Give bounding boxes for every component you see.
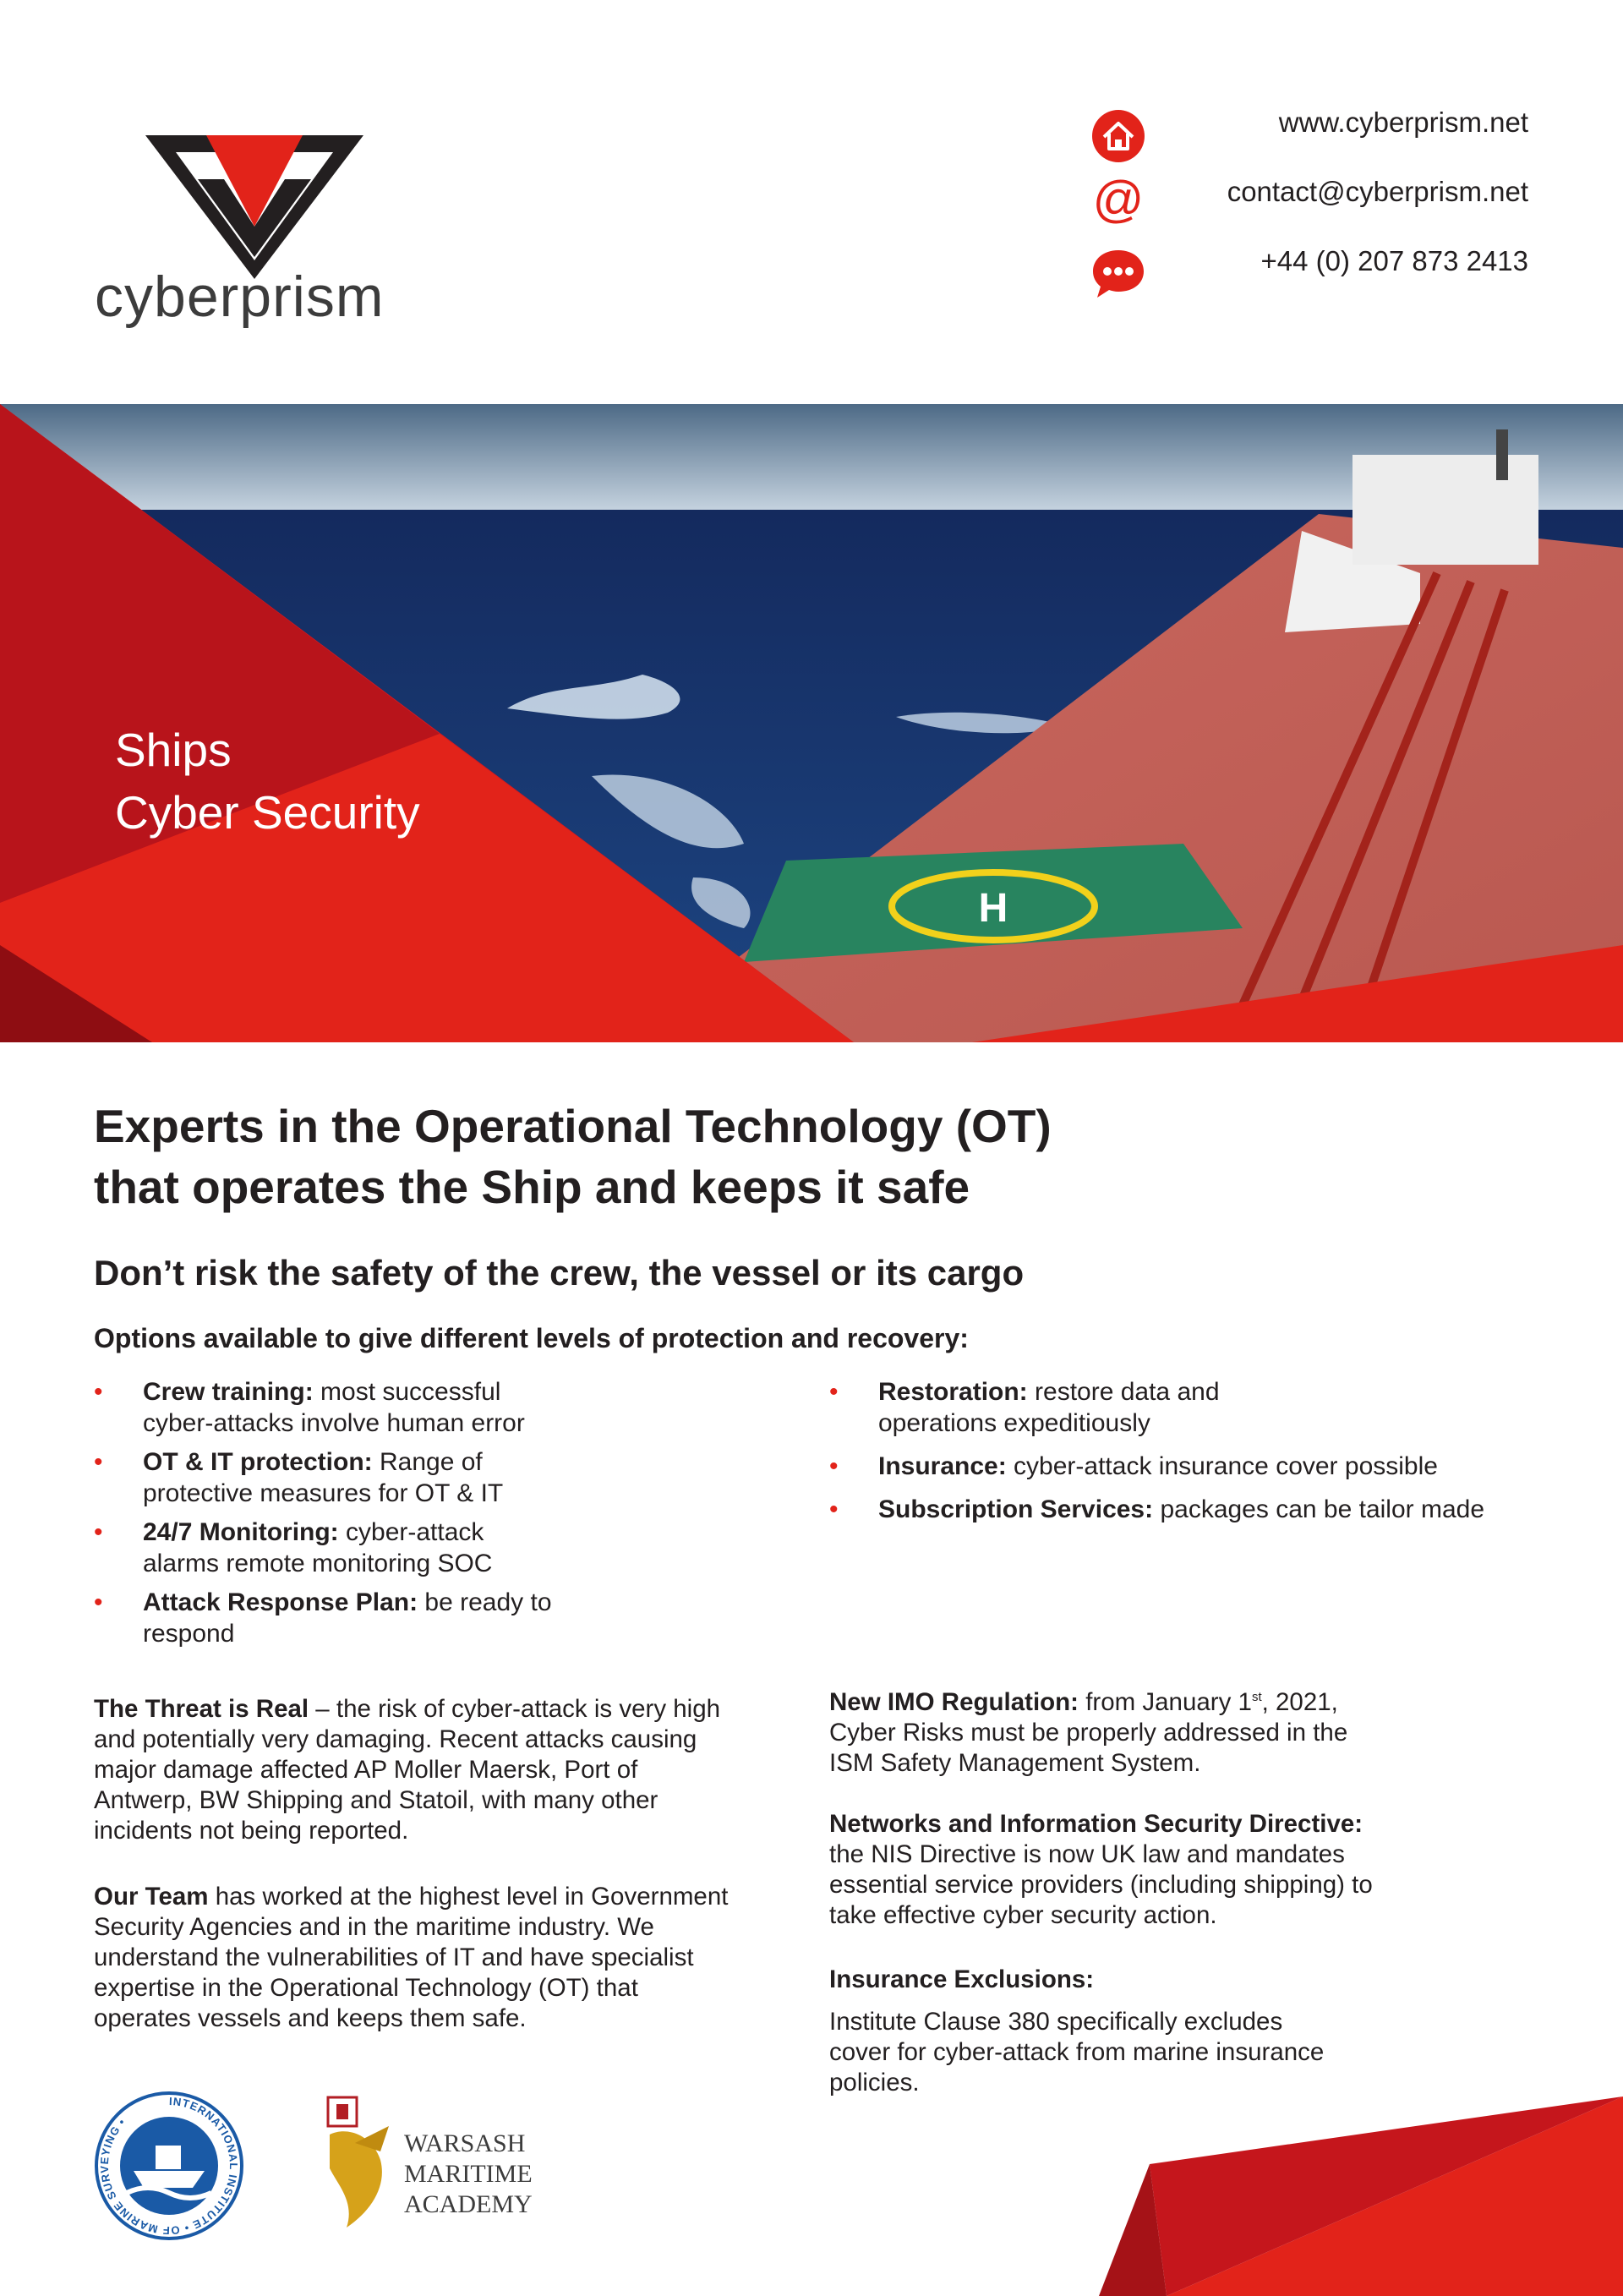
threat-paragraph: The Threat is Real – the risk of cyber-attack is very high and potentially very damaging. Recent attacks causing major damage affected AP Moller Maersk, Port of Antwerp, BW Shipping and Statoil, with many other incidents not being reported. <box>94 1695 721 1845</box>
banner-title <box>115 719 420 844</box>
svg-text:MARITIME: MARITIME <box>404 2160 533 2188</box>
email-link[interactable]: contact@cyberprism.net <box>1227 176 1528 207</box>
home-icon <box>1090 108 1146 164</box>
banner-title-line1: Ships <box>115 724 232 776</box>
svg-text:ACADEMY: ACADEMY <box>404 2190 533 2218</box>
website-link[interactable]: www.cyberprism.net <box>1278 107 1528 138</box>
subheadline: Don’t risk the safety of the crew, the vessel or its cargo <box>94 1253 1025 1293</box>
svg-text:WARSASH: WARSASH <box>404 2129 526 2157</box>
page-title-line2: that operates the Ship and keeps it safe <box>94 1161 970 1213</box>
list-item: • OT & IT protection: Range of protective measures for OT & IT <box>94 1446 643 1509</box>
brand-wordmark: cyberprism <box>95 265 385 329</box>
list-item: • Attack Response Plan: be ready to respond <box>94 1587 643 1649</box>
warsash-maritime-academy-logo <box>321 2092 558 2236</box>
imo-paragraph: New IMO Regulation: from January 1st, 2021, Cyber Risks must be properly addressed in the ISM Safety Management System. <box>829 1687 1348 1777</box>
list-item: • 24/7 Monitoring: cyber-attack alarms remote monitoring SOC <box>94 1517 643 1579</box>
options-heading: Options available to give different levels of protection and recovery: <box>94 1323 969 1353</box>
insurance-paragraph: Insurance Exclusions: Institute Clause 380 specifically excludes cover for cyber-attack from marine insurance policies. <box>829 1965 1325 2096</box>
phone-number: +44 (0) 207 873 2413 <box>1260 245 1528 276</box>
at-sign-icon <box>1090 172 1146 228</box>
svg-text:@: @ <box>1092 172 1145 227</box>
page-title <box>94 1096 1362 1217</box>
page-title-line1: Experts in the Operational Technology (OT) <box>94 1100 1052 1152</box>
list-item: • Restoration: restore data and operations expeditiously <box>829 1376 1548 1439</box>
svg-text:INTERNATIONAL INSTITUTE • OF M: INTERNATIONAL INSTITUTE • OF MARINE SURVEYING • <box>97 2094 240 2238</box>
hero-banner <box>0 404 1623 1042</box>
corner-red-shape <box>1099 2096 1623 2296</box>
list-item: • Insurance: cyber-attack insurance cover possible <box>829 1451 1548 1482</box>
chat-bubble-icon <box>1090 245 1146 301</box>
svg-text:H: H <box>978 886 1008 931</box>
list-item: • Crew training: most successful cyber-attacks involve human error <box>94 1376 643 1439</box>
options-list-left <box>94 1376 643 1657</box>
list-item: • Subscription Services: packages can be tailor made <box>829 1494 1548 1525</box>
team-paragraph: Our Team has worked at the highest level in Government Security Agencies and in the maritime industry. We understand the vulnerabilities of IT and have specialist expertise in the Operational Technology (OT) that operates vessels and keeps them safe. <box>94 1883 729 2032</box>
nis-paragraph: Networks and Information Security Directive: the NIS Directive is now UK law and mandates essential service providers (including shipping) to take effective cyber security action. <box>829 1810 1373 1929</box>
options-list-right <box>829 1376 1548 1537</box>
banner-title-line2: Cyber Security <box>115 786 420 839</box>
iims-logo <box>93 2090 245 2242</box>
